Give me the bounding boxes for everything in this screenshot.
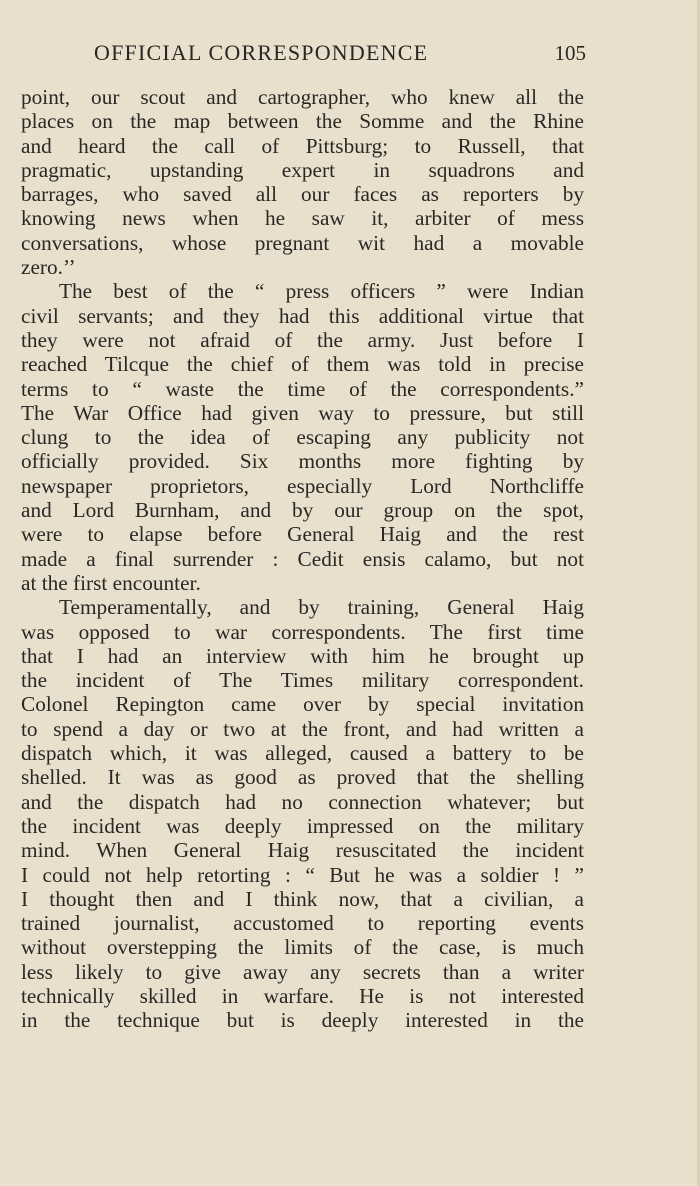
text-line: technically skilled in warfare. He is not interested — [21, 983, 584, 1008]
text-line: the incident was deeply impressed on the military — [21, 813, 584, 838]
text-line: shelled. It was as good as proved that the shelling — [21, 765, 584, 790]
text-line: made a final surrender : Cedit ensis calamo, but not — [21, 546, 584, 571]
text-line: was opposed to war correspondents. The first time — [21, 619, 584, 644]
text-line: reached Tilcque the chief of them was told in precise — [21, 352, 584, 377]
page-header — [94, 40, 586, 70]
text-line: and the dispatch had no connection whatever; but — [21, 789, 584, 814]
text-line: zero.’’ — [21, 255, 76, 280]
text-line: civil servants; and they had this additional virtue that — [21, 303, 584, 328]
text-line: to spend a day or two at the front, and had written a — [21, 716, 584, 741]
page-number: 105 — [554, 41, 586, 65]
text-line: conversations, whose pregnant wit had a movable — [21, 230, 584, 255]
text-line: officially provided. Six months more fighting by — [21, 449, 584, 474]
text-line: point, our scout and cartographer, who knew all the — [21, 85, 584, 109]
text-line: mind. When General Haig resuscitated the incident — [21, 838, 584, 863]
text-line: Colonel Repington came over by special invitation — [21, 692, 584, 717]
running-title: OFFICIAL CORRESPONDENCE — [94, 40, 429, 65]
text-line: I thought then and I think now, that a civilian, a — [21, 886, 584, 911]
text-line: terms to “ waste the time of the correspondents.” — [21, 376, 584, 401]
text-line: trained journalist, accustomed to reporting events — [21, 911, 584, 936]
text-line: pragmatic, upstanding expert in squadrons and — [21, 157, 584, 182]
text-line: were to elapse before General Haig and the rest — [21, 522, 584, 547]
text-line: newspaper proprietors, especially Lord Northcliffe — [21, 473, 584, 498]
text-line: clung to the idea of escaping any publicity not — [21, 425, 584, 450]
text-line: they were not afraid of the army. Just before I — [21, 327, 584, 352]
text-line: the incident of The Times military correspondent. — [21, 668, 584, 693]
body-text — [21, 85, 584, 1033]
text-line: and Lord Burnham, and by our group on the spot, — [21, 498, 584, 523]
text-line: Temperamentally, and by training, General Haig — [59, 595, 584, 620]
text-line: barrages, who saved all our faces as reporters by — [21, 182, 584, 207]
text-line: I could not help retorting : “ But he was a soldier ! ” — [21, 862, 584, 887]
text-line: knowing news when he saw it, arbiter of mess — [21, 206, 584, 231]
text-line: at the first encounter. — [21, 570, 201, 595]
text-line: The War Office had given way to pressure, but still — [21, 400, 584, 425]
text-line: places on the map between the Somme and the Rhine — [21, 109, 584, 134]
text-line: and heard the call of Pittsburg; to Russell, that — [21, 133, 584, 158]
text-line: The best of the “ press officers ” were Indian — [59, 279, 584, 304]
text-line: that I had an interview with him he brought up — [21, 643, 584, 668]
text-line: in the technique but is deeply interested in the — [21, 1008, 584, 1033]
text-line: dispatch which, it was alleged, caused a battery to be — [21, 741, 584, 766]
text-line: without overstepping the limits of the case, is much — [21, 935, 584, 960]
text-line: less likely to give away any secrets than a writer — [21, 959, 584, 984]
